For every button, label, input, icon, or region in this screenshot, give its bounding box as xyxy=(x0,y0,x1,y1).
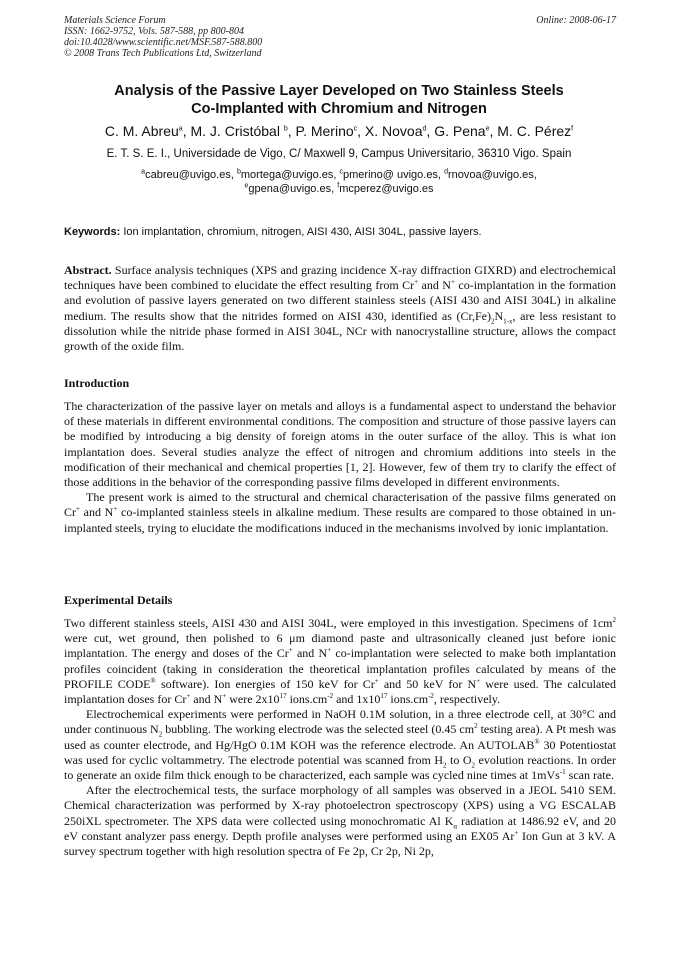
email: $^e$gpena@uvigo.es xyxy=(244,182,332,195)
email: $^d$rnovoa@uvigo.es xyxy=(444,168,534,181)
author: P. Merino$^c$ xyxy=(295,123,358,139)
paragraph: Electrochemical experiments were performed in NaOH 0.1M solution, in a three electrode cell, at 30°C and under continuous $N_2$ bubbling. The working electrode was the selected steel (0.45 $cm^2$ testing area). A Pt mesh was used as counter electrode, and Hg/HgO 0.1M KOH was the reference electrode. An AUTOLAB® 30 Potentiostat was used for cyclic voltammetry. The electrode potential was scanned from $H_2$ to $O_2$ evolution reactions. In order to generate an oxide film thick enough to be characterized, each sample was cycled nine times at 1mVs$^{-1}$ scan rate. xyxy=(64,707,617,783)
author: X. Novoa$^d$ xyxy=(364,123,427,139)
author: G. Pena$^e$ xyxy=(434,123,490,139)
email: $^b$mortega@uvigo.es xyxy=(236,168,334,181)
author-list: C. M. Abreu$^a$, M. J. Cristóbal $^b$, P. Merino$^c$, X. Novoa$^d$, G. Pena$^e$, M. C. Pérez$^f$ xyxy=(104,123,574,139)
paragraph: The characterization of the passive layer on metals and alloys is a fundamental aspect to understand the behavior of these materials in different environmental conditions. The composition and structure of those passive layers can be modified by introducing a big density of foreign atoms in the outer surface of the alloy. This is what ion implantation does. Several studies analyze the effect of nitrogen and chromium additions into steels in the modification of their mechanical and chemical properties [1, 2]. However, few of them try to clarify the effect of those additions in the behavior of the corresponding passive films developed in different environments. xyxy=(64,399,616,490)
section-heading-experimental: Experimental Details xyxy=(64,593,173,607)
paper-title xyxy=(40,82,638,118)
paragraph: The present work is aimed to the structural and chemical characterisation of the passive films generated on Cr+ and N+ co-implanted stainless steels in alkaline medium. These results are compared to those obtained in un-implanted steels, trying to elucidate the modifications induced in the mechanisms involved by ionic implantation. xyxy=(64,490,616,535)
abstract: Abstract. Surface analysis techniques (XPS and grazing incidence X-ray diffraction GIXRD) and electrochemical techniques have been combined to elucidate the effect resulting from Cr+ and N+ co-implantation in the formation and evolution of passive layers generated on two different stainless steels (AISI 430 and AISI 304L) in alkaline medium. The results show that the nitrides formed on AISI 430, identified as $(Cr,Fe)_2N_{1-x}$, are less resistant to dissolution while the nitride phase formed in AISI 304L, NCr with nanocrystalline structure, allows the compact growth of the oxide film. xyxy=(64,263,617,354)
title-line-1: Analysis of the Passive Layer Developed on Two Stainless Steels xyxy=(114,83,564,99)
keywords-label: Keywords: xyxy=(64,226,121,238)
online-date: Online: 2008-06-17 xyxy=(536,15,616,26)
copyright: © 2008 Trans Tech Publications Ltd, Switzerland xyxy=(64,48,262,59)
title-line-2: Co-Implanted with Chromium and Nitrogen xyxy=(191,101,487,117)
author: C. M. Abreu$^a$ xyxy=(104,123,183,139)
email: $^a$cabreu@uvigo.es xyxy=(141,168,231,181)
author: M. J. Cristóbal $^b$ xyxy=(190,123,288,139)
issn: ISSN: 1662-9752, Vols. 587-588, pp 800-804 xyxy=(64,26,244,37)
abstract-label: Abstract. xyxy=(64,263,112,277)
keywords xyxy=(64,226,616,238)
author: M. C. Pérez$^f$ xyxy=(497,123,574,139)
paragraph: Two different stainless steels, AISI 430 and AISI 304L, were employed in this investigation. Specimens of $1cm^2$ were cut, wet ground, then polished to 6 μm diamond paste and ultrasonically cleaned just before ionic implantation. The energy and doses of the Cr+ and N+ co-implantation were selected to make both implantation profiles coincident (taking in consideration the theoretical implantation profiles calculated by means of the PROFILE CODE® software). Ion energies of 150 keV for Cr+ and 50 keV for N+ were used. The calculated implantation doses for Cr+ and N+ were $2x10^{17}$ $ions.cm^{-2}$ and $1x10^{17}$ $ions.cm^{-2}$, respectively. xyxy=(64,616,616,707)
keywords-text: Ion implantation, chromium, nitrogen, AISI 430, AISI 304L, passive layers. xyxy=(123,226,482,238)
introduction-body xyxy=(64,399,616,536)
journal-name: Materials Science Forum xyxy=(64,15,166,26)
email: $^c$pmerino@ uvigo.es xyxy=(339,168,438,181)
doi: doi:10.4028/www.scientific.net/MSF.587-588.800 xyxy=(64,37,263,48)
section-heading-introduction: Introduction xyxy=(64,376,130,390)
paragraph: After the electrochemical tests, the surface morphology of all samples was observed in a JEOL 5410 SEM. Chemical characterization was performed by X-ray photoelectron spectroscopy (XPS) using a VG ESCALAB 250iXL spectrometer. The XPS data were collected using monochromatic Al $K_\alpha$ radiation at 1486.92 eV, and 20 eV constant analyzer pass energy. Depth profile analyses were performed using an EX05 Ar+ Ion Gun at 3 kV. A survey spectrum together with high resolution spectra of Fe 2p, Cr 2p, Ni 2p, xyxy=(64,783,616,859)
experimental-body xyxy=(64,616,616,859)
journal-header xyxy=(64,15,616,59)
affiliation: E. T. S. E. I., Universidade de Vigo, C/ Maxwell 9, Campus Universitario, 36310 Vigo. Spain xyxy=(106,148,572,160)
email-list: $^a$cabreu@uvigo.es, $^b$mortega@uvigo.es, $^c$pmerino@ uvigo.es, $^d$rnovoa@uvigo.es, $^e$gpena@uvigo.es, $^f$mcperez@uvigo.es xyxy=(141,168,537,195)
email: $^f$mcperez@uvigo.es xyxy=(337,182,434,195)
